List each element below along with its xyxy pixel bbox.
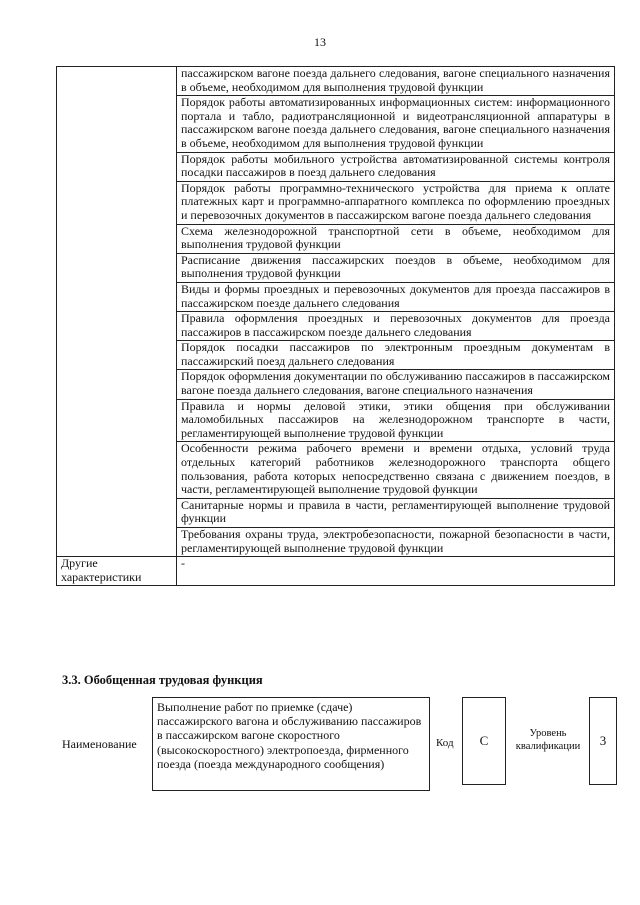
knowledge-item: Порядок работы автоматизированных информационных систем: информационного портала и табло, радиотрансляционной и видеотрансляционной аппаратуры в пассажирском вагоне поезда дальнего следования, вагоне специального назначения в объеме, необходимом для выполнения трудовой функции [177, 96, 615, 152]
table-left-cell-empty [57, 67, 177, 557]
knowledge-item: Порядок работы программно-технического устройства для приема к оплате платежных карт и программно-аппаратного комплекса по оформлению проездных и перевозочных документов в пассажирском вагоне поезда дальнего следования [177, 181, 615, 224]
knowledge-item: Порядок посадки пассажиров по электронным проездным документам в пассажирский поезд дальнего следования [177, 341, 615, 370]
knowledge-item: Порядок оформления документации по обслуживанию пассажиров в пассажирском вагоне поезда дальнего следования, вагоне специального назначения [177, 370, 615, 399]
function-name-box: Выполнение работ по приемке (сдаче) пассажирского вагона и обслуживанию пассажиров в пассажирском вагоне скоростного (высокоскоростного) электропоезда, фирменного поезда (поезда международного сообщения) [152, 697, 430, 791]
table-row [57, 67, 615, 96]
other-characteristics-value: - [177, 557, 615, 586]
knowledge-item: Расписание движения пассажирских поездов в объеме, необходимом для выполнения трудовой функции [177, 253, 615, 282]
knowledge-item: Правила оформления проездных и перевозочных документов для проезда пассажиров в пассажирском поезде дальнего следования [177, 312, 615, 341]
knowledge-item: Правила и нормы деловой этики, этики общения при обслуживании маломобильных пассажиров на железнодорожном транспорте в части, регламентирующей выполнение трудовой функции [177, 399, 615, 442]
knowledge-item: Требования охраны труда, электробезопасности, пожарной безопасности в части, регламентирующей выполнение трудовой функции [177, 528, 615, 557]
naming-label: Наименование [62, 737, 137, 751]
code-box: С [462, 697, 506, 785]
knowledge-item: Санитарные нормы и правила в части, регламентирующей выполнение трудовой функции [177, 498, 615, 527]
qualification-level-box: 3 [589, 697, 617, 785]
page-number: 13 [314, 35, 326, 49]
code-label: Код [436, 737, 454, 749]
section-heading: 3.3. Обобщенная трудовая функция [62, 673, 263, 687]
knowledge-table [56, 66, 615, 586]
knowledge-item: Порядок работы мобильного устройства автоматизированной системы контроля посадки пассажиров в поезд дальнего следования [177, 152, 615, 181]
knowledge-item: пассажирском вагоне поезда дальнего следования, вагоне специального назначения в объеме, необходимом для выполнения трудовой функции [177, 67, 615, 96]
table-row-other [57, 557, 615, 586]
qualification-level-label: Уровень квалификации [515, 728, 581, 752]
knowledge-item: Особенности режима рабочего времени и времени отдыха, условий труда отдельных категорий работников железнодорожного транспорта общего пользования, работа которых непосредственно связана с движением поездов, в части, регламентирующей выполнение трудовой функции [177, 442, 615, 498]
knowledge-item: Схема железнодорожной транспортной сети в объеме, необходимом для выполнения трудовой функции [177, 224, 615, 253]
knowledge-table-body [57, 67, 615, 586]
other-characteristics-label: Другие характеристики [57, 557, 177, 586]
knowledge-item: Виды и формы проездных и перевозочных документов для проезда пассажиров в пассажирском поезде дальнего следования [177, 282, 615, 311]
